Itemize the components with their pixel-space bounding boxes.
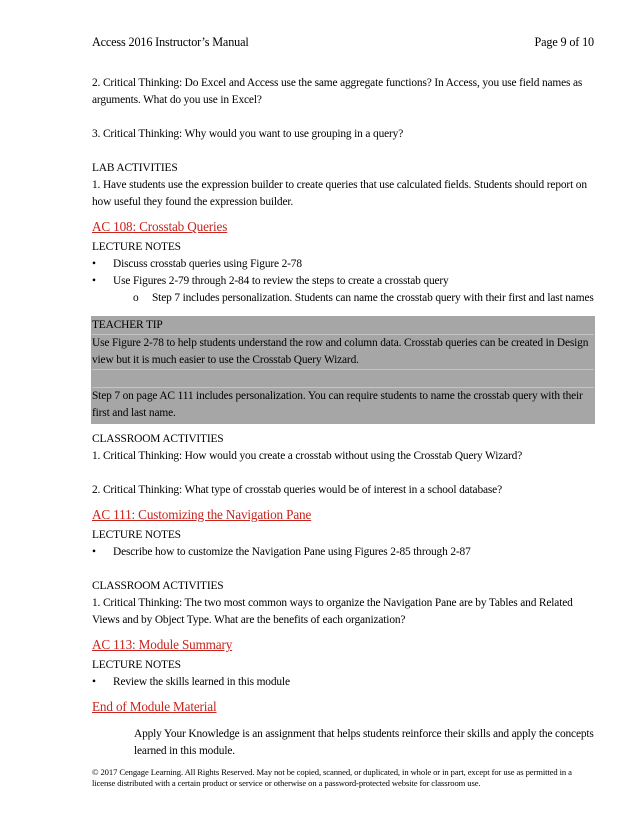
header-page-number: Page 9 of 10 bbox=[534, 35, 594, 49]
bullet-icon: • bbox=[92, 676, 96, 688]
intro-question-3: 3. Critical Thinking: Why would you want to use grouping in a query? bbox=[92, 128, 404, 140]
classroom-activities-title: CLASSROOM ACTIVITIES bbox=[92, 433, 224, 445]
classroom-activities-title: CLASSROOM ACTIVITIES bbox=[92, 580, 224, 592]
section-heading-end-of-module[interactable]: End of Module Material bbox=[92, 699, 217, 714]
teacher-tip-title: TEACHER TIP bbox=[92, 317, 594, 335]
teacher-tip-spacer bbox=[92, 370, 594, 388]
list-item-text: Review the skills learned in this module bbox=[113, 676, 290, 688]
section-heading-module-summary[interactable]: AC 113: Module Summary bbox=[92, 637, 233, 652]
sub-list-item-text: Step 7 includes personalization. Students can name the crosstab query with their first and last names bbox=[152, 292, 594, 304]
lecture-notes-title: LECTURE NOTES bbox=[92, 529, 181, 541]
lab-activity-1: 1. Have students use the expression builder to create queries that use calculated fields. Students should report on how useful they found the expression builder. bbox=[92, 179, 587, 208]
classroom-activity-1: 1. Critical Thinking: How would you create a crosstab without using the Crosstab Query Wizard? bbox=[92, 450, 523, 462]
teacher-tip-text-2: Step 7 on page AC 111 includes personalization. You can require students to name the crosstab query with their first and last name. bbox=[92, 390, 583, 419]
section-heading-navigation-pane[interactable]: AC 111: Customizing the Navigation Pane bbox=[92, 507, 312, 522]
teacher-tip-text-1: Use Figure 2-78 to help students understand the row and column data. Crosstab queries can be created in Design view but it is much easier to use the Crosstab Query Wizard. bbox=[92, 335, 594, 370]
intro-question-2: 2. Critical Thinking: Do Excel and Access use the same aggregate functions? In Access, you use field names as arguments. What do you use in Excel? bbox=[92, 77, 583, 106]
list-item-text: Describe how to customize the Navigation Pane using Figures 2-85 through 2-87 bbox=[113, 546, 471, 558]
lecture-notes-title: LECTURE NOTES bbox=[92, 241, 181, 253]
section-heading-crosstab[interactable]: AC 108: Crosstab Queries bbox=[92, 219, 228, 234]
lecture-notes-title: LECTURE NOTES bbox=[92, 659, 181, 671]
copyright-footer: © 2017 Cengage Learning. All Rights Reserved. May not be copied, scanned, or duplicated, in whole or in part, except for use as permitted in a license distributed with a certain product or service or otherwise on a password-protected website for classroom use. bbox=[92, 767, 572, 788]
list-item-text: Discuss crosstab queries using Figure 2-78 bbox=[113, 258, 302, 270]
sub-bullet-icon: o bbox=[133, 292, 139, 304]
sub-list-item bbox=[92, 290, 594, 307]
document-page bbox=[92, 34, 594, 760]
teacher-tip-box bbox=[91, 316, 595, 424]
list-item bbox=[92, 273, 594, 290]
header-title: Access 2016 Instructor’s Manual bbox=[92, 35, 249, 49]
list-item bbox=[92, 256, 594, 273]
list-item-text: Use Figures 2-79 through 2-84 to review the steps to create a crosstab query bbox=[113, 275, 449, 287]
bullet-icon: • bbox=[92, 275, 96, 287]
end-of-module-text: Apply Your Knowledge is an assignment that helps students reinforce their skills and apply the concepts learned in this module. bbox=[134, 728, 594, 757]
bullet-icon: • bbox=[92, 258, 96, 270]
classroom-activity-1: 1. Critical Thinking: The two most common ways to organize the Navigation Pane are by Tables and Related Views and by Object Type. What are the benefits of each organization? bbox=[92, 597, 573, 626]
list-item bbox=[92, 674, 594, 691]
classroom-activity-2: 2. Critical Thinking: What type of crosstab queries would be of interest in a school database? bbox=[92, 484, 502, 496]
lab-activities-title: LAB ACTIVITIES bbox=[92, 162, 178, 174]
page-header bbox=[92, 34, 594, 50]
bullet-icon: • bbox=[92, 546, 96, 558]
list-item bbox=[92, 544, 594, 561]
